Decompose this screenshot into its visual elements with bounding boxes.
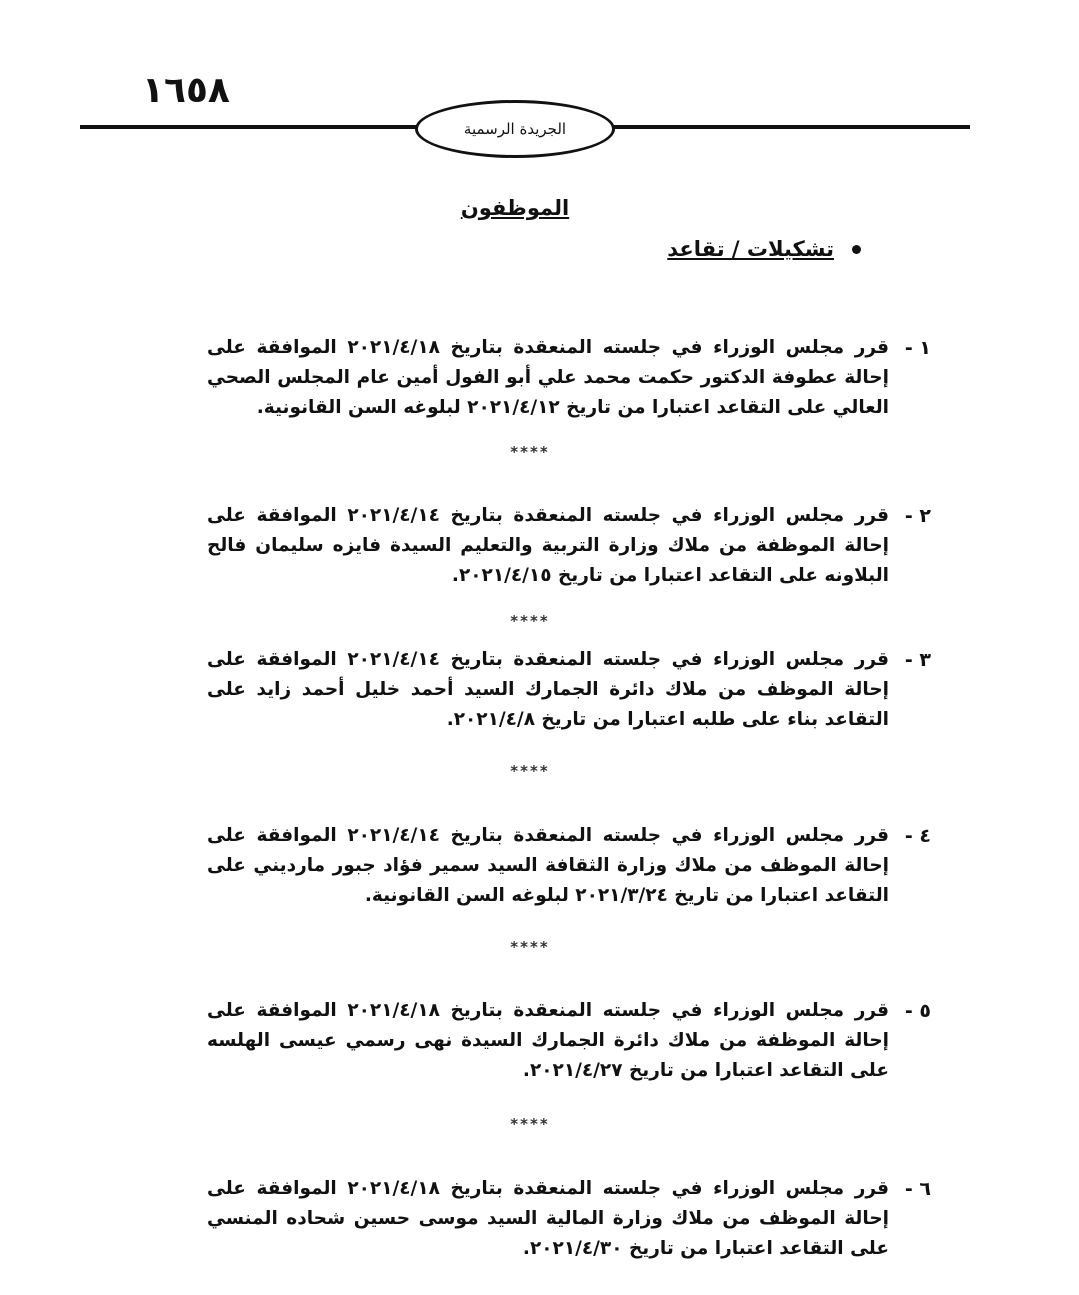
item-text: قرر مجلس الوزراء في جلسته المنعقدة بتاريخ ٢٠٢١/٤/١٨ الموافقة على إحالة الموظف من ملاك وزارة المالية السيد موسى حسين شحاده المنسي على التقاعد اعتبارا من تاريخ ٢٠٢١/٤/٣٠. xyxy=(207,1178,889,1259)
separator-stars: **** xyxy=(510,938,550,956)
decision-item-2 xyxy=(207,501,931,591)
separator-stars: **** xyxy=(510,443,550,461)
item-text: قرر مجلس الوزراء في جلسته المنعقدة بتاريخ ٢٠٢١/٤/١٤ الموافقة على إحالة الموظف من ملاك دائرة الجمارك السيد أحمد خليل أحمد زايد على التقاعد بناء على طلبه اعتبارا من تاريخ ٢٠٢١/٤/٨. xyxy=(207,649,889,730)
separator-stars: **** xyxy=(510,762,550,780)
item-text: قرر مجلس الوزراء في جلسته المنعقدة بتاريخ ٢٠٢١/٤/١٤ الموافقة على إحالة الموظفة من ملاك وزارة التربية والتعليم السيدة فايزه سليمان فالح البلاونه على التقاعد اعتبارا من تاريخ ٢٠٢١/٤/١٥. xyxy=(207,505,889,586)
item-text: قرر مجلس الوزراء في جلسته المنعقدة بتاريخ ٢٠٢١/٤/١٨ الموافقة على إحالة الموظفة من ملاك دائرة الجمارك السيدة نهى رسمي عيسى الهلسه على التقاعد اعتبارا من تاريخ ٢٠٢١/٤/٢٧. xyxy=(207,1000,889,1081)
item-text: قرر مجلس الوزراء في جلسته المنعقدة بتاريخ ٢٠٢١/٤/١٨ الموافقة على إحالة عطوفة الدكتور حكمت محمد علي أبو الفول أمين عام المجلس الصحي العالي على التقاعد اعتبارا من تاريخ ٢٠٢١/٤/١٢ لبلوغه السن القانونية. xyxy=(207,337,889,418)
item-number: ٦ - xyxy=(904,1178,931,1200)
gazette-title: الجريدة الرسمية xyxy=(463,120,567,138)
item-number: ١ - xyxy=(904,337,931,359)
section-title: الموظفون xyxy=(460,196,570,220)
gazette-title-oval xyxy=(415,100,615,158)
item-number: ٢ - xyxy=(904,505,931,527)
separator-stars: **** xyxy=(510,612,550,630)
item-number: ٣ - xyxy=(904,649,931,671)
separator-stars: **** xyxy=(510,1115,550,1133)
decision-item-5 xyxy=(207,996,931,1086)
decision-item-3 xyxy=(207,645,931,735)
decision-item-6 xyxy=(207,1174,931,1264)
item-number: ٤ - xyxy=(904,825,931,847)
page-number: ١٦٥٨ xyxy=(142,70,230,111)
item-number: ٥ - xyxy=(904,1000,931,1022)
item-text: قرر مجلس الوزراء في جلسته المنعقدة بتاريخ ٢٠٢١/٤/١٤ الموافقة على إحالة الموظف من ملاك وزارة الثقافة السيد سمير فؤاد جبور مارديني على التقاعد اعتبارا من تاريخ ٢٠٢١/٣/٢٤ لبلوغه السن القانونية. xyxy=(207,825,889,906)
decision-item-1 xyxy=(207,333,931,423)
subsection-heading xyxy=(667,237,861,261)
subsection-title: تشكيلات / تقاعد xyxy=(667,237,834,261)
bullet-icon xyxy=(852,245,861,254)
decision-item-4 xyxy=(207,821,931,911)
